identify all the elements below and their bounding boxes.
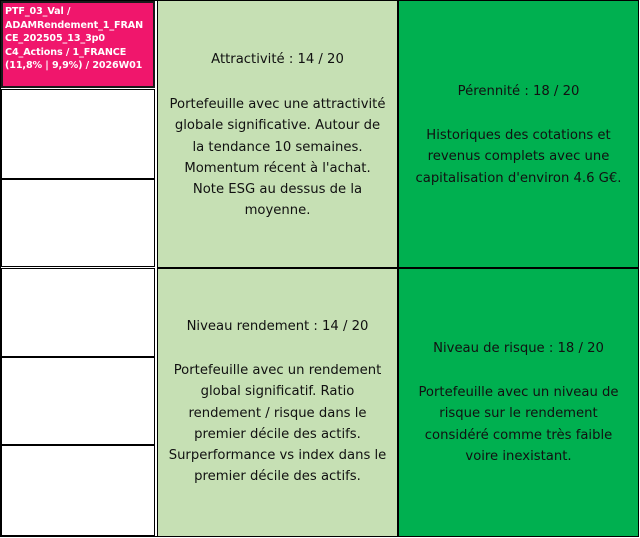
portfolio-label-cell[interactable] (1, 1, 155, 88)
description-line: capitalisation d'environ 4.6 G€. (415, 170, 622, 186)
portfolio-label-line: ADAMRendement_1_FRAN (5, 19, 144, 31)
perennite-description (401, 125, 636, 189)
description-line: premier décile des actifs. (194, 469, 361, 485)
description-line: global significatif. Ratio (200, 384, 355, 400)
left-column (0, 0, 157, 538)
description-line: Portefeuille avec un rendement (173, 363, 382, 378)
description-line: moyenne. (244, 203, 311, 219)
description-line: globale significative. Autour de (174, 118, 381, 134)
description-line: premier décile des actifs. (194, 426, 361, 442)
empty-cell[interactable] (1, 357, 155, 445)
description-line: rendement / risque dans le (188, 405, 367, 421)
portfolio-label-line: (11,8% | 9,9%) / 2026W01 (5, 60, 143, 71)
risque-panel[interactable] (398, 268, 639, 537)
perennite-panel[interactable] (398, 0, 639, 268)
rendement-score: Niveau rendement : 14 / 20 (186, 319, 369, 334)
empty-cell[interactable] (1, 445, 155, 536)
description-line: Portefeuille avec un niveau de (418, 385, 619, 400)
portfolio-label-line: PTF_03_Val / (5, 6, 71, 17)
description-line: considéré comme très faible (424, 427, 613, 443)
description-line: Portefeuille avec une attractivité (169, 97, 386, 112)
description-line: voire inexistant. (465, 448, 572, 464)
description-line: revenus complets avec une (427, 149, 610, 165)
description-line: risque sur le rendement (439, 406, 598, 422)
empty-cell[interactable] (1, 179, 155, 267)
description-line: Surperformance vs index dans le (168, 448, 387, 464)
risque-description (401, 382, 636, 467)
description-line: Historiques des cotations et (426, 128, 611, 143)
attractivite-panel[interactable] (157, 0, 398, 268)
empty-cell[interactable] (1, 89, 155, 179)
rendement-panel[interactable] (157, 268, 398, 537)
description-line: Note ESG au dessus de la (192, 182, 363, 198)
portfolio-label-line: CE_202505_13_3p0 (5, 33, 106, 44)
rendement-description (160, 360, 395, 488)
attractivite-description (160, 94, 395, 222)
attractivite-score: Attractivité : 14 / 20 (211, 52, 344, 67)
description-line: la tendance 10 semaines. (192, 139, 363, 155)
portfolio-label-line: C4_Actions / 1_FRANCE (5, 46, 127, 58)
risque-score: Niveau de risque : 18 / 20 (433, 341, 604, 356)
perennite-score: Pérennité : 18 / 20 (457, 84, 580, 99)
description-line: Momentum récent à l'achat. (184, 160, 371, 176)
empty-cell[interactable] (1, 268, 155, 357)
